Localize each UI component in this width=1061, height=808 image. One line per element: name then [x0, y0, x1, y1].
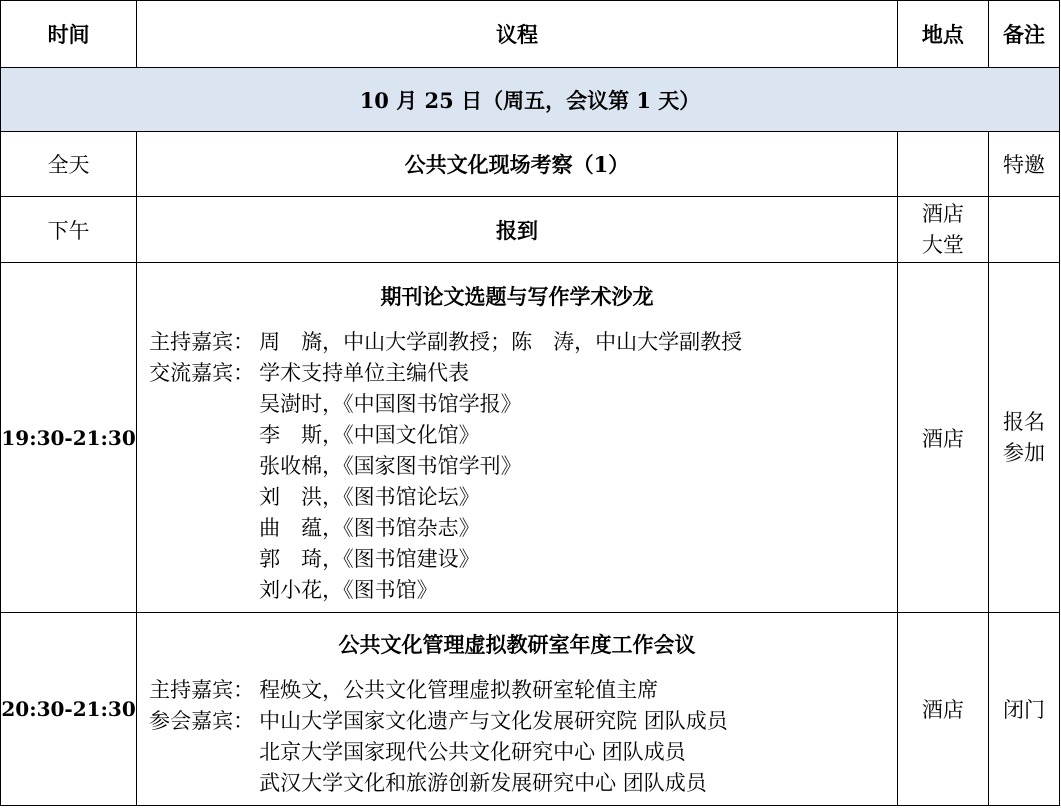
session-agenda [137, 613, 898, 806]
guest-item: 张收棉，《国家图书馆学刊》 [259, 453, 522, 478]
place-line: 大堂 [921, 232, 964, 257]
guest-text: 中山大学国家文化遗产与文化发展研究院 团队成员 [259, 708, 728, 733]
header-note: 备注 [988, 1, 1059, 68]
row-agenda: 公共文化现场考察（1） [137, 132, 898, 197]
host-text: 周 旖，中山大学副教授；陈 涛，中山大学副教授 [259, 329, 743, 354]
header-agenda: 议程 [137, 1, 898, 68]
guest-line [137, 706, 897, 737]
guest-item: 武汉大学文化和旅游创新发展研究中心 团队成员 [259, 770, 707, 795]
guest-item: 北京大学国家现代公共文化研究中心 团队成员 [259, 739, 686, 764]
guest-label: 参会嘉宾： [149, 708, 255, 733]
table-row [1, 197, 1060, 263]
row-place [897, 132, 988, 197]
header-row [1, 1, 1060, 68]
note-line: 报名 [1002, 409, 1045, 434]
header-time: 时间 [1, 1, 137, 68]
session-note [988, 263, 1059, 613]
day-banner: 10 月 25 日（周五，会议第 1 天） [1, 68, 1060, 132]
table-row [1, 132, 1060, 197]
session-title: 期刊论文选题与写作学术沙龙 [380, 283, 654, 309]
guest-label: 交流嘉宾： [149, 360, 255, 385]
guest-item: 李 斯，《中国文化馆》 [259, 422, 480, 447]
session-row [1, 613, 1060, 806]
header-place: 地点 [897, 1, 988, 68]
row-agenda: 报到 [137, 197, 898, 263]
place-line: 酒店 [921, 201, 964, 226]
note-line: 参加 [1002, 440, 1045, 465]
session-row [1, 263, 1060, 613]
guest-item: 刘小花，《图书馆》 [259, 577, 438, 602]
session-time: 20:30-21:30 [1, 613, 137, 806]
day-banner-row [1, 68, 1060, 132]
session-time: 19:30-21:30 [1, 263, 137, 613]
session-place: 酒店 [897, 263, 988, 613]
row-note: 特邀 [988, 132, 1059, 197]
guest-item: 郭 琦，《图书馆建设》 [259, 546, 480, 571]
row-time: 下午 [1, 197, 137, 263]
row-place [897, 197, 988, 263]
host-line [137, 327, 897, 358]
row-time: 全天 [1, 132, 137, 197]
session-note: 闭门 [988, 613, 1059, 806]
guest-item: 曲 蕴，《图书馆杂志》 [259, 515, 480, 540]
guest-line [137, 358, 897, 389]
session-agenda [137, 263, 898, 613]
host-line [137, 675, 897, 706]
host-label: 主持嘉宾： [149, 329, 255, 354]
row-note [988, 197, 1059, 263]
guest-item: 刘 洪，《图书馆论坛》 [259, 484, 480, 509]
guest-item: 吴澍时，《中国图书馆学报》 [259, 391, 522, 416]
session-title: 公共文化管理虚拟教研室年度工作会议 [338, 631, 696, 657]
host-label: 主持嘉宾： [149, 677, 255, 702]
guest-text: 学术支持单位主编代表 [259, 360, 470, 385]
host-text: 程焕文，公共文化管理虚拟教研室轮值主席 [259, 677, 659, 702]
session-place: 酒店 [897, 613, 988, 806]
